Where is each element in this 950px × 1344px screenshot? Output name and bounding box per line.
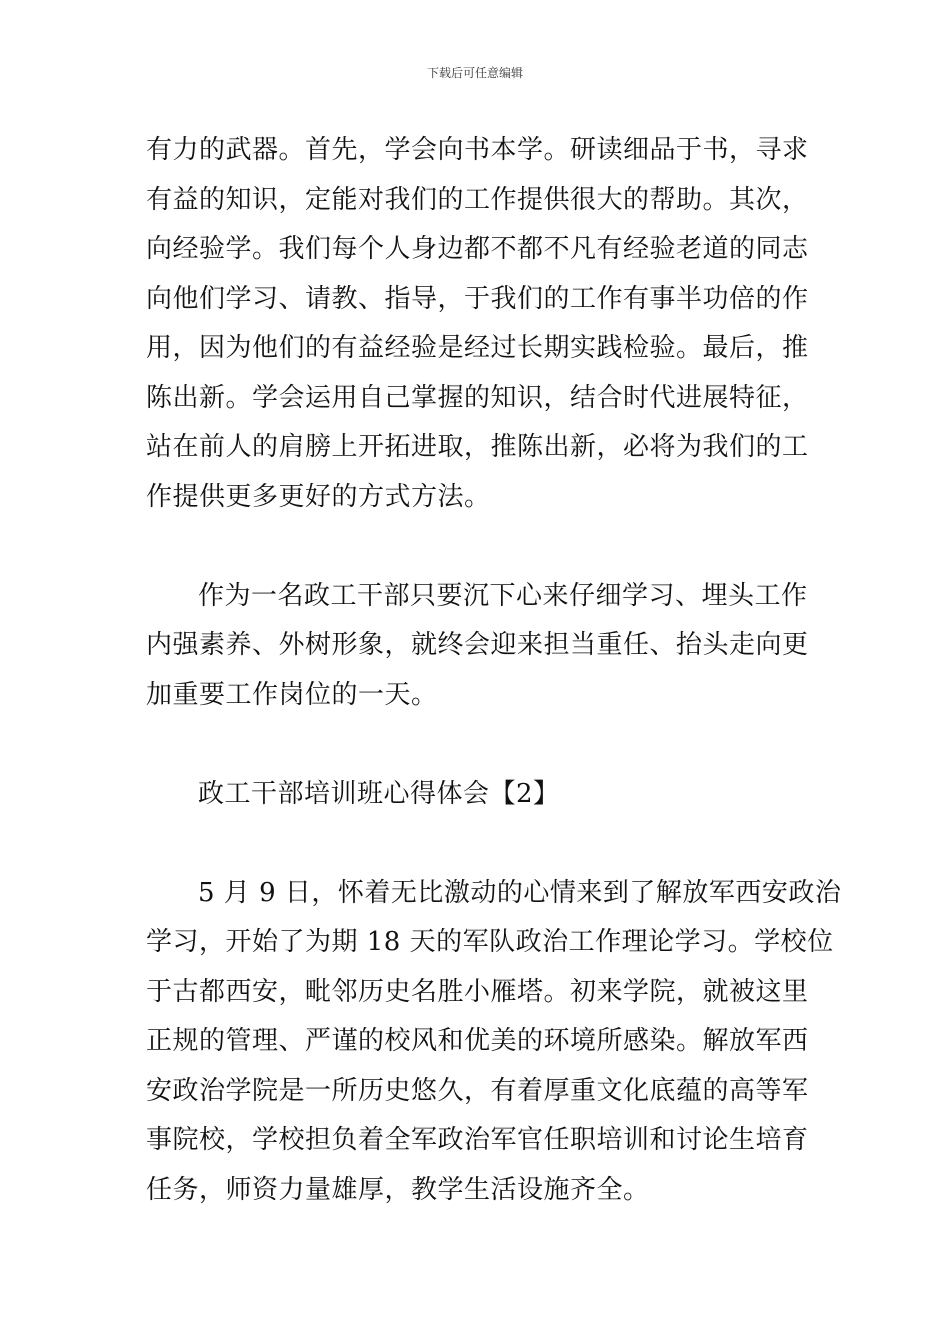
paragraph-line: 站在前人的肩膀上开拓进取，推陈出新，必将为我们的工 <box>146 432 809 462</box>
paragraph-1 <box>146 126 816 522</box>
paragraph-line: 有益的知识，定能对我们的工作提供很大的帮助。其次， <box>146 184 809 215</box>
paragraph-line: 用，因为他们的有益经验是经过长期实践检验。最后，推 <box>146 333 809 363</box>
paragraph-line: 事院校，学校担负着全军政治军官任职培训和讨论生培育 <box>146 1125 809 1155</box>
section-heading <box>146 770 816 820</box>
paragraph-2 <box>146 572 816 721</box>
page-header: 下载后可任意编辑 <box>426 66 523 80</box>
paragraph-spacer <box>146 819 816 869</box>
paragraph-spacer <box>146 522 816 572</box>
document-body <box>146 126 842 1215</box>
paragraph-line: 有力的武器。首先，学会向书本学。研读细品于书，寻求 <box>146 135 809 165</box>
paragraph-line: 安政治学院是一所历史悠久，有着厚重文化底蕴的高等军 <box>146 1075 809 1106</box>
paragraph-line: 作为一名政工干部只要沉下心来仔细学习、埋头工作 <box>198 580 808 611</box>
paragraph-line: 正规的管理、严谨的校风和优美的环境所感染。解放军西 <box>146 1026 809 1056</box>
paragraph-spacer <box>146 720 816 770</box>
paragraph-line: 内强素养、外树形象，就终会迎来担当重任、抬头走向更 <box>146 630 809 660</box>
paragraph-3 <box>146 869 842 1216</box>
paragraph-line: 向经验学。我们每个人身边都不都不凡有经验老道的同志 <box>146 234 809 264</box>
paragraph-line: 于古都西安，毗邻历史名胜小雁塔。初来学院，就被这里 <box>146 976 809 1007</box>
paragraph-line: 作提供更多更好的方式方法。 <box>146 481 491 512</box>
paragraph-line: 加重要工作岗位的一天。 <box>146 679 438 710</box>
paragraph-line: 向他们学习、请教、指导，于我们的工作有事半功倍的作 <box>146 283 809 314</box>
paragraph-line: 学习，开始了为期 18 天的军队政治工作理论学习。学校位 <box>146 927 834 957</box>
paragraph-line: 陈出新。学会运用自己掌握的知识，结合时代进展特征， <box>146 382 809 413</box>
section-title: 政工干部培训班心得体会【2】 <box>198 778 560 809</box>
paragraph-line: 5 月 9 日，怀着无比激动的心情来到了解放军西安政治 <box>198 877 842 908</box>
paragraph-line: 任务，师资力量雄厚，教学生活设施齐全。 <box>146 1174 650 1205</box>
